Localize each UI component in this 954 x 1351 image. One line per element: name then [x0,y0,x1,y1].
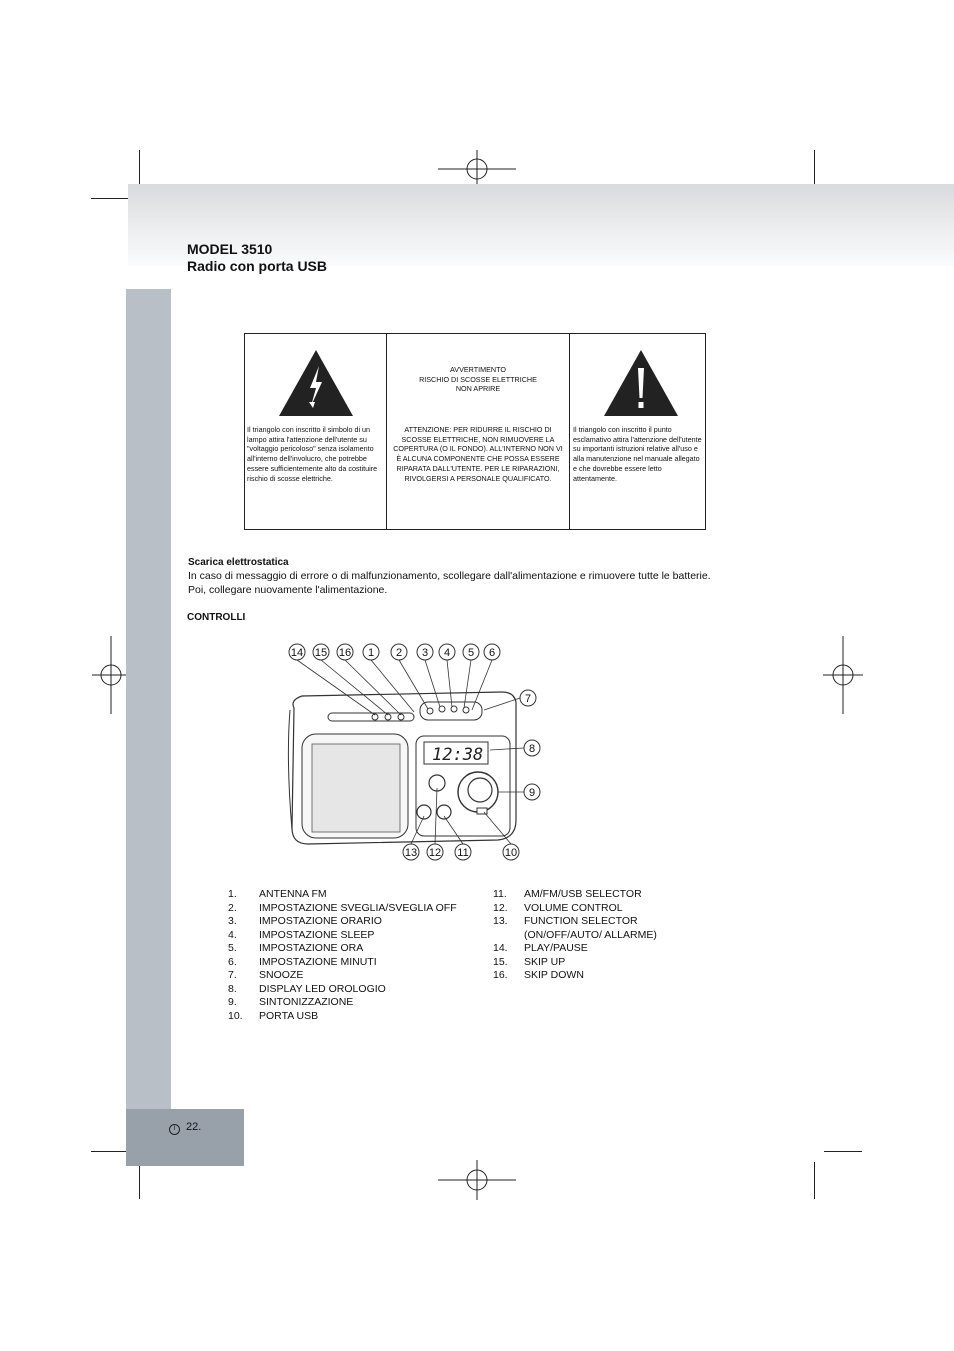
callout-8 [524,740,540,756]
list-item [228,915,483,929]
page-title [187,241,327,275]
callout-9 [524,784,540,800]
callout-12 [427,844,443,860]
svg-text:2: 2 [395,647,403,659]
list-item [228,1010,483,1024]
list-item [228,888,483,902]
callout-4 [439,644,455,660]
list-item-label: SKIP UP [524,955,566,968]
warning-heading: AVVERTIMENTO RISCHIO DI SCOSSE ELETTRICHE NON APRIRE [419,365,537,394]
svg-text:4: 4 [443,647,451,659]
callout-7 [520,690,536,706]
list-item [493,929,693,943]
svg-text:1: 1 [367,647,375,659]
warning-left-text: Il triangolo con inscritto il simbolo di un lampo attira l'attenzione dell'utente su "voltaggio pericoloso" senza isolamento all'interno dell'involucro, che potrebbe essere sufficientemente alto da costituire rischio di scosse elettriche. [247,425,378,483]
model-subtitle: Radio con porta USB [187,258,328,274]
controls-list-right [493,888,693,983]
list-item-label: IMPOSTAZIONE ORARIO [259,915,382,927]
svg-text:15: 15 [314,647,328,659]
list-item-label: SKIP DOWN [524,969,584,981]
warning-center-cell [387,334,570,529]
callout-3 [417,644,433,660]
list-item-label: IMPOSTAZIONE ORA [259,942,364,954]
list-item-number: 13. [493,915,508,927]
list-item-number: 1. [228,888,237,900]
list-item [493,902,693,916]
list-item [493,956,693,970]
list-item-number: 2. [228,901,237,914]
list-item-number: 16. [493,969,508,981]
callout-13 [403,844,419,860]
list-item-number: 15. [493,955,508,968]
list-item-label: AM/FM/USB SELECTOR [524,888,642,900]
page-number-box [126,1109,244,1166]
led-display-time: 12:38 [432,745,484,765]
warning-right-cell [570,334,705,529]
svg-text:12: 12 [428,847,442,859]
list-item [228,969,483,983]
svg-text:16: 16 [338,647,352,659]
callout-11 [455,844,471,860]
callout-1 [363,644,379,660]
list-item-label: IMPOSTAZIONE MINUTI [259,955,377,968]
page-number: 22. [186,1121,202,1133]
warning-center-text: ATTENZIONE: PER RIDURRE IL RISCHIO DI SCOSSE ELETTRICHE, NON RIMUOVERE LA COPERTURA (O IL FONDO). ALL'INTERNO NON VI È ALCUNA COMPONENTE CHE POSSA ESSERE RIPARATA DALL'UTENTE. PER LE RIPARAZIONI, RIVOLGERSI A PERSONALE QUALIFICATO. [393,425,563,483]
callout-15 [313,644,329,660]
list-item [228,902,483,916]
svg-text:10: 10 [504,847,518,859]
list-item [493,969,693,983]
list-item-number: 5. [228,942,237,954]
list-item-number: 6. [228,955,237,968]
svg-text:6: 6 [488,647,496,659]
svg-text:7: 7 [524,693,532,705]
warning-table [244,333,706,530]
callout-14 [289,644,305,660]
list-item-label: (ON/OFF/AUTO/ ALLARME) [524,928,657,941]
list-item-number: 4. [228,928,237,941]
list-item-number: 11. [493,888,507,900]
callout-10 [503,844,519,860]
callout-5 [463,644,479,660]
callout-2 [391,644,407,660]
list-item [228,983,483,997]
list-item [228,996,483,1010]
list-item-number: 14. [493,942,508,954]
list-item [493,915,693,929]
exclamation-warning-icon [604,350,678,416]
lightning-warning-icon [279,350,353,416]
esd-text: In caso di messaggio di errore o di malfunzionamento, scollegare dall'alimentazione e rimuovere tutte le batterie. Poi, collegare nuovamente l'alimentazione. [188,570,711,596]
svg-text:14: 14 [290,647,304,659]
list-item [228,929,483,943]
list-item-label: IMPOSTAZIONE SLEEP [259,928,375,941]
list-item [228,956,483,970]
radio-diagram [280,640,550,865]
list-item-number: 12. [493,901,508,914]
callout-16 [337,644,353,660]
svg-text:13: 13 [404,847,418,859]
callout-6 [484,644,500,660]
list-item-label: VOLUME CONTROL [524,901,623,914]
warning-right-text: Il triangolo con inscritto il punto esclamativo attira l'attenzione dell'utente su importanti istruzioni relative all'uso e alla manutenzione nel manuale allegato e che dovrebbe essere letto attentamente. [573,425,702,483]
list-item-label: SNOOZE [259,969,304,981]
registration-mark-right [823,636,863,714]
list-item-label: SINTONIZZAZIONE [259,996,354,1008]
svg-text:3: 3 [421,647,429,659]
warning-left-cell [245,334,387,529]
sidebar-strip [126,289,171,1111]
list-item [228,942,483,956]
list-item-number: 10. [228,1009,243,1022]
svg-text:5: 5 [467,647,475,659]
list-item-number: 8. [228,982,237,995]
list-item-label: DISPLAY LED OROLOGIO [259,982,386,995]
list-item-label: FUNCTION SELECTOR [524,915,638,927]
list-item-label: IMPOSTAZIONE SVEGLIA/SVEGLIA OFF [259,901,457,914]
model-name: MODEL 3510 [187,241,273,257]
list-item-label: PLAY/PAUSE [524,942,588,954]
list-item [493,942,693,956]
list-item-number: 3. [228,915,237,927]
language-icon: I [169,1124,180,1135]
registration-mark-bottom [438,1160,516,1200]
list-item-number: 9. [228,996,237,1008]
list-item-label: PORTA USB [259,1009,319,1022]
controls-title: CONTROLLI [187,612,246,623]
list-item-label: ANTENNA FM [259,888,327,900]
svg-text:11: 11 [457,847,469,859]
list-item [493,888,693,902]
controls-list-left [228,888,483,1023]
svg-text:9: 9 [528,787,536,799]
list-item-number: 7. [228,969,237,981]
esd-title: Scarica elettrostatica [188,557,289,568]
svg-text:8: 8 [528,743,536,755]
